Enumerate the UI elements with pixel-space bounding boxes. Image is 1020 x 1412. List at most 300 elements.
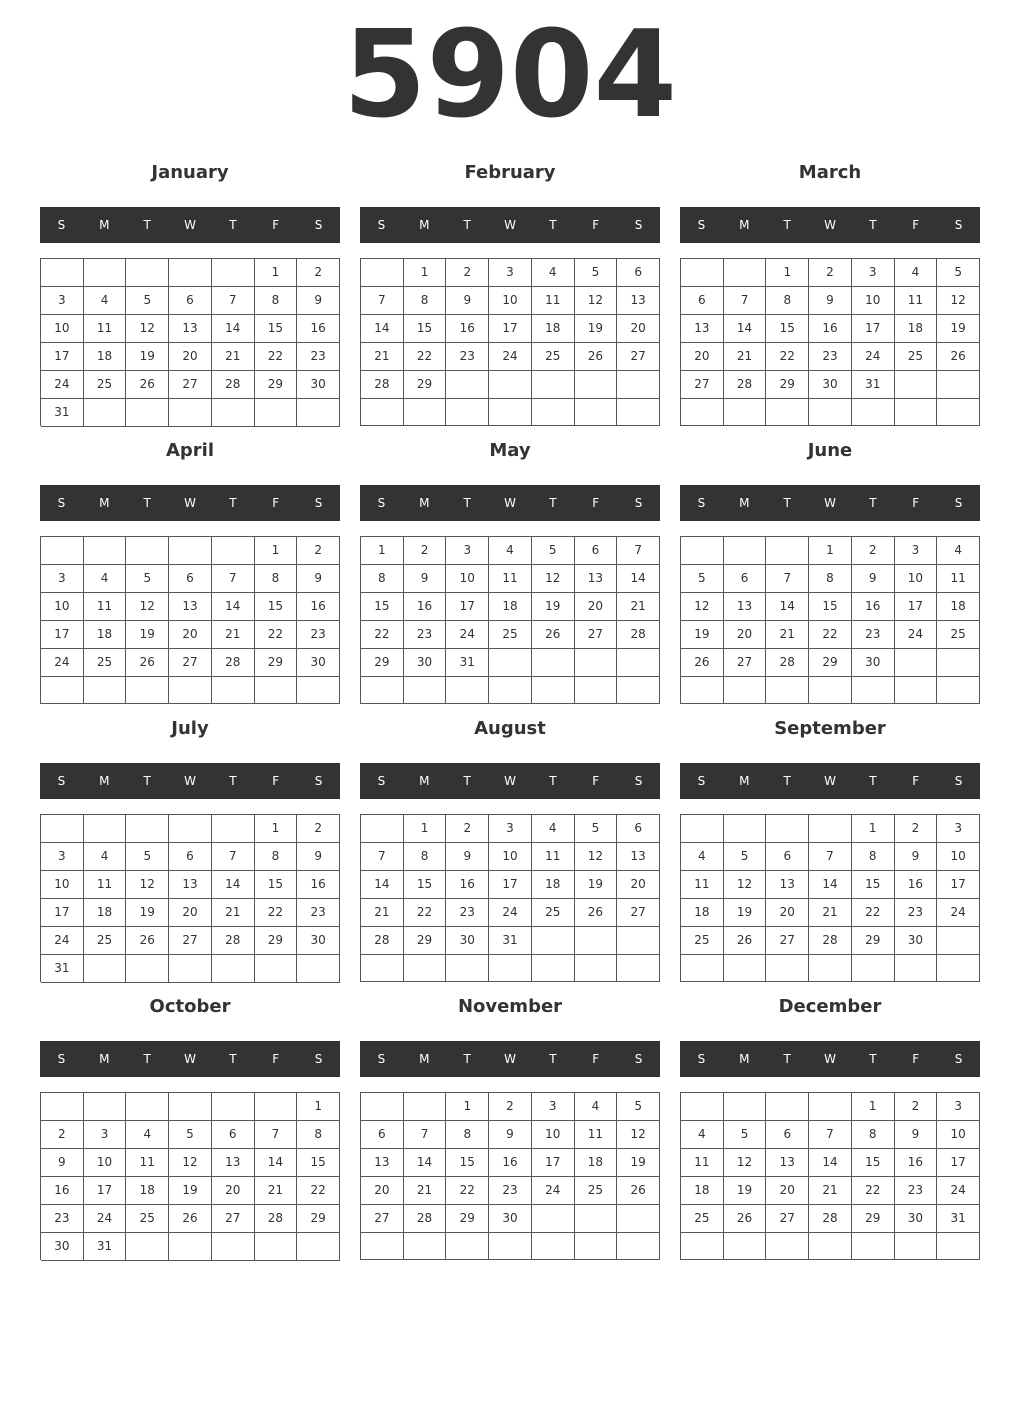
- empty-cell: [532, 371, 575, 399]
- day-cell: 1: [255, 259, 298, 287]
- day-cell: 12: [126, 593, 169, 621]
- weekday-label: F: [912, 496, 920, 510]
- day-cell: 27: [681, 371, 724, 399]
- day-cell: 18: [895, 315, 938, 343]
- day-cell: 12: [937, 287, 980, 315]
- day-cell: 30: [41, 1233, 84, 1261]
- empty-cell: [169, 955, 212, 983]
- day-cell: 8: [852, 843, 895, 871]
- day-cell: 21: [809, 899, 852, 927]
- weekday-label: W: [824, 496, 836, 510]
- day-cell: 19: [126, 621, 169, 649]
- day-cell: 22: [361, 621, 404, 649]
- day-cell: 17: [852, 315, 895, 343]
- day-cell: 29: [255, 649, 298, 677]
- day-cell: 14: [617, 565, 660, 593]
- weekday-label: M: [739, 774, 750, 788]
- empty-cell: [809, 815, 852, 843]
- empty-cell: [852, 1233, 895, 1260]
- day-cell: 20: [617, 871, 660, 899]
- empty-cell: [489, 399, 532, 426]
- day-cell: 9: [297, 843, 340, 871]
- day-cell: 13: [766, 1149, 809, 1177]
- day-cell: 12: [126, 315, 169, 343]
- day-cell: 3: [895, 537, 938, 565]
- day-cell: 15: [404, 315, 447, 343]
- day-cell: 1: [852, 815, 895, 843]
- empty-cell: [809, 955, 852, 982]
- empty-cell: [169, 677, 212, 704]
- day-grid: [360, 1092, 660, 1260]
- empty-cell: [766, 1233, 809, 1260]
- day-cell: 8: [361, 565, 404, 593]
- weekday-label: S: [314, 1052, 323, 1066]
- day-grid: [40, 814, 340, 982]
- day-cell: 8: [297, 1121, 340, 1149]
- day-cell: 28: [212, 371, 255, 399]
- weekday-label: S: [954, 1052, 963, 1066]
- weekday-label: T: [229, 1052, 237, 1066]
- empty-cell: [617, 927, 660, 955]
- empty-cell: [404, 1093, 447, 1121]
- empty-cell: [169, 259, 212, 287]
- month-november: [360, 994, 660, 1260]
- day-cell: 4: [937, 537, 980, 565]
- day-cell: 6: [169, 843, 212, 871]
- day-cell: 17: [41, 899, 84, 927]
- day-cell: 28: [404, 1205, 447, 1233]
- day-cell: 7: [212, 843, 255, 871]
- day-cell: 23: [41, 1205, 84, 1233]
- empty-cell: [126, 1233, 169, 1261]
- day-cell: 18: [681, 899, 724, 927]
- empty-cell: [361, 815, 404, 843]
- empty-cell: [489, 677, 532, 704]
- weekday-label: F: [912, 774, 920, 788]
- day-cell: 25: [532, 899, 575, 927]
- day-cell: 7: [361, 287, 404, 315]
- empty-cell: [895, 649, 938, 677]
- day-cell: 24: [489, 343, 532, 371]
- day-cell: 4: [126, 1121, 169, 1149]
- day-cell: 14: [361, 315, 404, 343]
- day-cell: 13: [724, 593, 767, 621]
- day-cell: 24: [852, 343, 895, 371]
- day-cell: 21: [617, 593, 660, 621]
- day-cell: 6: [766, 843, 809, 871]
- day-cell: 27: [766, 1205, 809, 1233]
- year-title: 5904: [343, 6, 677, 145]
- weekday-label: W: [504, 218, 516, 232]
- empty-cell: [766, 955, 809, 982]
- empty-cell: [169, 537, 212, 565]
- day-cell: 1: [446, 1093, 489, 1121]
- empty-cell: [895, 371, 938, 399]
- day-cell: 19: [724, 899, 767, 927]
- day-cell: 3: [41, 843, 84, 871]
- empty-cell: [617, 399, 660, 426]
- day-cell: 8: [255, 843, 298, 871]
- empty-cell: [532, 955, 575, 982]
- day-cell: 14: [212, 871, 255, 899]
- empty-cell: [404, 399, 447, 426]
- day-cell: 21: [766, 621, 809, 649]
- month-name: September: [774, 718, 886, 739]
- day-cell: 27: [617, 343, 660, 371]
- day-cell: 23: [489, 1177, 532, 1205]
- month-march: [680, 160, 980, 426]
- day-cell: 31: [852, 371, 895, 399]
- day-cell: 16: [446, 315, 489, 343]
- empty-cell: [446, 399, 489, 426]
- month-december: [680, 994, 980, 1260]
- day-cell: 1: [404, 259, 447, 287]
- day-cell: 3: [852, 259, 895, 287]
- day-cell: 29: [255, 927, 298, 955]
- day-cell: 31: [84, 1233, 127, 1261]
- weekday-label: T: [229, 496, 237, 510]
- day-cell: 24: [41, 649, 84, 677]
- day-grid: [40, 258, 340, 426]
- day-cell: 6: [361, 1121, 404, 1149]
- weekday-header-bar: [680, 763, 980, 799]
- day-cell: 15: [809, 593, 852, 621]
- day-cell: 6: [212, 1121, 255, 1149]
- month-name: October: [149, 996, 231, 1017]
- day-cell: 28: [212, 927, 255, 955]
- empty-cell: [809, 399, 852, 426]
- weekday-label: S: [697, 774, 706, 788]
- day-cell: 14: [361, 871, 404, 899]
- day-cell: 13: [766, 871, 809, 899]
- day-cell: 20: [169, 899, 212, 927]
- weekday-label: T: [463, 1052, 471, 1066]
- weekday-label: T: [869, 774, 877, 788]
- empty-cell: [937, 371, 980, 399]
- day-cell: 16: [41, 1177, 84, 1205]
- day-cell: 6: [617, 815, 660, 843]
- empty-cell: [84, 955, 127, 983]
- month-june: [680, 438, 980, 704]
- empty-cell: [404, 677, 447, 704]
- empty-cell: [937, 955, 980, 982]
- day-cell: 31: [489, 927, 532, 955]
- weekday-label: T: [783, 218, 791, 232]
- day-cell: 8: [255, 287, 298, 315]
- weekday-label: S: [697, 1052, 706, 1066]
- empty-cell: [895, 1233, 938, 1260]
- empty-cell: [361, 259, 404, 287]
- day-cell: 22: [297, 1177, 340, 1205]
- empty-cell: [575, 1205, 618, 1233]
- day-cell: 8: [255, 565, 298, 593]
- weekday-header-bar: [360, 207, 660, 243]
- empty-cell: [724, 1093, 767, 1121]
- empty-cell: [575, 955, 618, 982]
- day-cell: 11: [575, 1121, 618, 1149]
- empty-cell: [212, 677, 255, 704]
- day-cell: 20: [361, 1177, 404, 1205]
- day-cell: 1: [852, 1093, 895, 1121]
- empty-cell: [255, 1233, 298, 1261]
- day-cell: 23: [852, 621, 895, 649]
- empty-cell: [489, 955, 532, 982]
- empty-cell: [937, 649, 980, 677]
- weekday-label: T: [229, 218, 237, 232]
- empty-cell: [212, 399, 255, 427]
- weekday-header-bar: [680, 485, 980, 521]
- empty-cell: [575, 927, 618, 955]
- day-cell: 18: [126, 1177, 169, 1205]
- empty-cell: [446, 371, 489, 399]
- day-cell: 12: [532, 565, 575, 593]
- day-cell: 29: [404, 371, 447, 399]
- day-cell: 31: [41, 955, 84, 983]
- empty-cell: [169, 1233, 212, 1261]
- day-cell: 1: [766, 259, 809, 287]
- weekday-label: W: [824, 218, 836, 232]
- day-cell: 2: [297, 815, 340, 843]
- day-cell: 11: [532, 843, 575, 871]
- weekday-label: T: [549, 496, 557, 510]
- day-cell: 7: [212, 565, 255, 593]
- month-name: February: [464, 162, 556, 183]
- day-cell: 16: [895, 1149, 938, 1177]
- empty-cell: [212, 259, 255, 287]
- day-cell: 27: [169, 927, 212, 955]
- empty-cell: [681, 955, 724, 982]
- month-name: July: [171, 718, 209, 739]
- day-cell: 14: [212, 593, 255, 621]
- weekday-label: T: [143, 496, 151, 510]
- weekday-label: W: [504, 496, 516, 510]
- weekday-label: S: [377, 1052, 386, 1066]
- day-cell: 18: [84, 343, 127, 371]
- day-cell: 18: [532, 871, 575, 899]
- empty-cell: [297, 677, 340, 704]
- day-cell: 20: [169, 621, 212, 649]
- weekday-label: S: [377, 496, 386, 510]
- day-cell: 2: [297, 259, 340, 287]
- empty-cell: [681, 399, 724, 426]
- weekday-label: T: [783, 774, 791, 788]
- weekday-label: S: [314, 774, 323, 788]
- weekday-label: S: [57, 774, 66, 788]
- empty-cell: [575, 371, 618, 399]
- month-january: [40, 160, 340, 426]
- weekday-label: T: [783, 1052, 791, 1066]
- month-name: May: [489, 440, 531, 461]
- day-cell: 13: [681, 315, 724, 343]
- day-cell: 3: [937, 1093, 980, 1121]
- weekday-label: T: [143, 774, 151, 788]
- day-grid: [680, 1092, 980, 1260]
- day-cell: 29: [852, 927, 895, 955]
- weekday-label: S: [377, 774, 386, 788]
- empty-cell: [169, 815, 212, 843]
- day-cell: 13: [212, 1149, 255, 1177]
- day-cell: 9: [404, 565, 447, 593]
- empty-cell: [766, 677, 809, 704]
- day-cell: 26: [681, 649, 724, 677]
- day-cell: 8: [852, 1121, 895, 1149]
- day-cell: 7: [212, 287, 255, 315]
- empty-cell: [126, 259, 169, 287]
- day-cell: 25: [489, 621, 532, 649]
- weekday-label: M: [99, 774, 110, 788]
- month-name: March: [798, 162, 862, 183]
- weekday-label: S: [57, 1052, 66, 1066]
- day-cell: 10: [532, 1121, 575, 1149]
- day-cell: 10: [937, 1121, 980, 1149]
- weekday-label: S: [954, 774, 963, 788]
- day-cell: 21: [212, 343, 255, 371]
- day-grid: [680, 258, 980, 426]
- day-cell: 4: [681, 843, 724, 871]
- day-cell: 7: [809, 1121, 852, 1149]
- weekday-label: T: [869, 496, 877, 510]
- empty-cell: [212, 955, 255, 983]
- empty-cell: [532, 399, 575, 426]
- empty-cell: [297, 955, 340, 983]
- day-cell: 15: [255, 593, 298, 621]
- day-cell: 6: [766, 1121, 809, 1149]
- empty-cell: [84, 537, 127, 565]
- month-name: June: [807, 440, 853, 461]
- weekday-label: W: [824, 1052, 836, 1066]
- day-cell: 19: [937, 315, 980, 343]
- day-cell: 1: [297, 1093, 340, 1121]
- empty-cell: [681, 815, 724, 843]
- day-cell: 21: [255, 1177, 298, 1205]
- day-cell: 16: [809, 315, 852, 343]
- empty-cell: [766, 815, 809, 843]
- empty-cell: [766, 1093, 809, 1121]
- day-cell: 3: [41, 287, 84, 315]
- day-cell: 21: [361, 899, 404, 927]
- day-cell: 8: [404, 287, 447, 315]
- weekday-label: M: [739, 496, 750, 510]
- weekday-label: T: [869, 1052, 877, 1066]
- day-cell: 10: [41, 871, 84, 899]
- day-cell: 19: [532, 593, 575, 621]
- day-cell: 16: [297, 593, 340, 621]
- day-cell: 7: [766, 565, 809, 593]
- day-cell: 24: [41, 371, 84, 399]
- day-cell: 2: [895, 1093, 938, 1121]
- empty-cell: [361, 399, 404, 426]
- weekday-label: M: [739, 1052, 750, 1066]
- empty-cell: [212, 1093, 255, 1121]
- day-cell: 13: [575, 565, 618, 593]
- day-cell: 21: [212, 621, 255, 649]
- day-cell: 12: [575, 843, 618, 871]
- empty-cell: [255, 677, 298, 704]
- empty-cell: [41, 537, 84, 565]
- empty-cell: [126, 399, 169, 427]
- day-cell: 21: [404, 1177, 447, 1205]
- day-cell: 22: [446, 1177, 489, 1205]
- empty-cell: [212, 537, 255, 565]
- day-cell: 17: [41, 621, 84, 649]
- weekday-label: T: [549, 1052, 557, 1066]
- day-cell: 14: [809, 871, 852, 899]
- empty-cell: [126, 537, 169, 565]
- day-cell: 22: [255, 343, 298, 371]
- month-name: January: [151, 162, 229, 183]
- day-cell: 20: [169, 343, 212, 371]
- weekday-label: S: [697, 218, 706, 232]
- day-cell: 28: [255, 1205, 298, 1233]
- empty-cell: [41, 259, 84, 287]
- empty-cell: [617, 677, 660, 704]
- day-cell: 14: [212, 315, 255, 343]
- day-cell: 28: [766, 649, 809, 677]
- weekday-label: S: [634, 218, 643, 232]
- day-cell: 23: [895, 899, 938, 927]
- day-cell: 19: [169, 1177, 212, 1205]
- empty-cell: [724, 259, 767, 287]
- day-cell: 2: [41, 1121, 84, 1149]
- weekday-label: T: [869, 218, 877, 232]
- day-cell: 24: [937, 1177, 980, 1205]
- day-cell: 25: [126, 1205, 169, 1233]
- day-cell: 2: [489, 1093, 532, 1121]
- empty-cell: [895, 955, 938, 982]
- day-cell: 18: [532, 315, 575, 343]
- day-cell: 8: [809, 565, 852, 593]
- day-cell: 2: [446, 259, 489, 287]
- day-cell: 25: [84, 371, 127, 399]
- day-cell: 24: [937, 899, 980, 927]
- day-cell: 15: [361, 593, 404, 621]
- day-cell: 25: [84, 927, 127, 955]
- empty-cell: [575, 399, 618, 426]
- day-cell: 26: [937, 343, 980, 371]
- day-cell: 25: [532, 343, 575, 371]
- empty-cell: [617, 955, 660, 982]
- day-cell: 22: [404, 899, 447, 927]
- weekday-label: S: [634, 496, 643, 510]
- day-cell: 16: [297, 315, 340, 343]
- day-cell: 19: [126, 899, 169, 927]
- day-cell: 27: [361, 1205, 404, 1233]
- day-cell: 16: [297, 871, 340, 899]
- empty-cell: [41, 677, 84, 704]
- day-cell: 9: [41, 1149, 84, 1177]
- day-cell: 9: [809, 287, 852, 315]
- empty-cell: [681, 1093, 724, 1121]
- day-cell: 14: [809, 1149, 852, 1177]
- day-cell: 24: [489, 899, 532, 927]
- empty-cell: [532, 649, 575, 677]
- weekday-header-bar: [360, 485, 660, 521]
- empty-cell: [724, 955, 767, 982]
- day-cell: 26: [575, 899, 618, 927]
- day-cell: 11: [84, 871, 127, 899]
- day-cell: 7: [809, 843, 852, 871]
- empty-cell: [852, 955, 895, 982]
- day-cell: 2: [852, 537, 895, 565]
- day-cell: 20: [766, 899, 809, 927]
- day-cell: 17: [41, 343, 84, 371]
- day-cell: 20: [212, 1177, 255, 1205]
- weekday-label: T: [549, 774, 557, 788]
- weekday-label: F: [912, 218, 920, 232]
- day-cell: 7: [255, 1121, 298, 1149]
- day-cell: 2: [297, 537, 340, 565]
- month-name: November: [457, 996, 563, 1017]
